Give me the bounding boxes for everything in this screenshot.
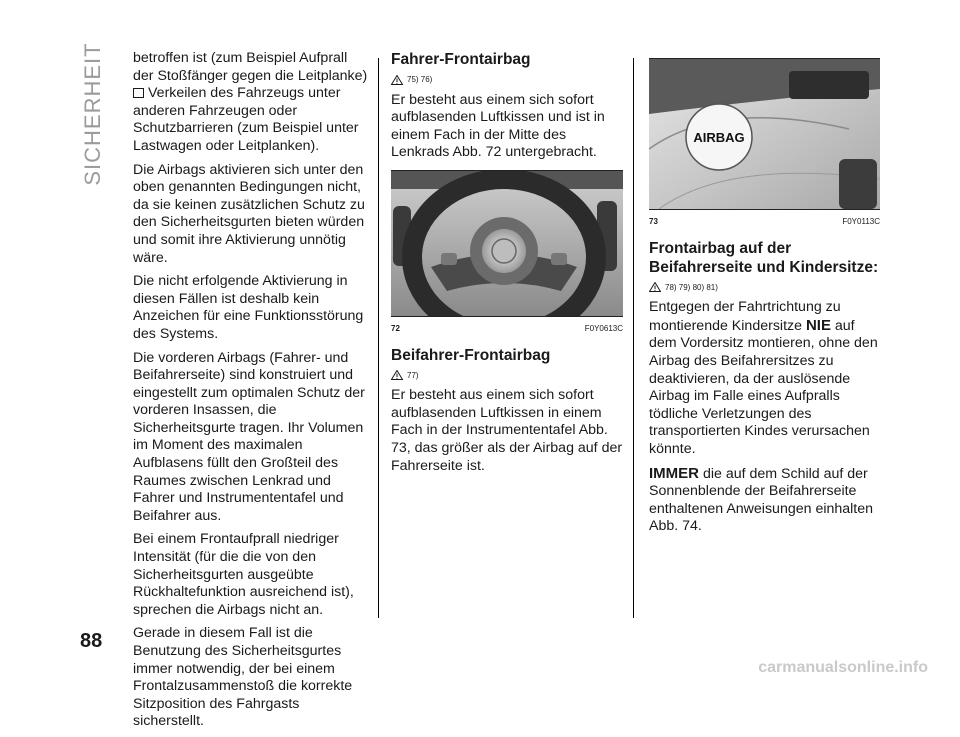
500-logo: 500 (792, 158, 816, 174)
airbag-label: AIRBAG (693, 130, 745, 145)
warning-refs: 78) 79) 80) 81) (649, 279, 880, 297)
paragraph: Er besteht aus einem sich sofort aufblasenden Luftkissen in einem Fach in der Instrumententafel Abb. 73, das größer als der Airbag auf der Fahrerseite ist. (391, 387, 623, 474)
warning-refs: 77) (391, 367, 623, 385)
steering-wheel-illustration (391, 171, 623, 316)
section-heading: Beifahrer-Frontairbag (391, 346, 551, 364)
figure-steering-wheel (391, 170, 623, 317)
paragraph: Die nicht erfolgende Aktivierung in diesen Fällen ist deshalb kein Anzeichen für eine Funktionsstörung des Systems. (133, 273, 364, 342)
column-divider (633, 58, 634, 618)
figure-caption: 73 F0Y0113C (649, 217, 880, 226)
column-3 (649, 58, 880, 542)
paragraph: Gerade in diesem Fall ist die Benutzung des Sicherheitsgurtes immer notwendig, der bei einem Frontalzusammenstoß die korrekte Sitzposition des Fahrgasts sicherstellt. (133, 625, 353, 730)
warning-icon (649, 282, 661, 292)
watermark: carmanualsonline.info (758, 659, 928, 676)
figure-caption: 72 F0Y0613C (391, 323, 623, 333)
warning-icon (391, 75, 403, 85)
paragraph: IMMER die auf dem Schild auf der Sonnenblende der Beifahrerseite enthaltenen Anweisungen einhalten Abb. 74. (649, 464, 874, 535)
column-2 (391, 50, 623, 481)
paragraph: Entgegen der Fahrtrichtung zu montierende Kindersitze NIE auf dem Vordersitz montieren, ohne den Airbag des Beifahrersitzes zu deaktivieren, da der auslösende Airbag im Falle eines Aufpralls tödliche Verletzungen des transportierten Kindes verursachen könnte. (649, 299, 878, 457)
figure-passenger-airbag (649, 58, 880, 210)
section-heading: Frontairbag auf der Beifahrerseite und Kindersitze: (649, 239, 879, 276)
paragraph: betroffen ist (zum Beispiel Aufprall der Stoßfänger gegen die Leitplanke) (133, 50, 368, 84)
warning-refs: 75) 76) (391, 71, 623, 89)
checkbox-bullet-icon (133, 88, 144, 98)
dashboard-airbag-illustration (649, 59, 880, 209)
bullet-item: Verkeilen des Fahrzeugs unter anderen Fahrzeugen oder Schutzbarrieren (zum Beispiel unter Lastwagen oder Leitplanken). (133, 85, 359, 154)
column-1 (133, 50, 369, 737)
page-number: 88 (80, 630, 103, 652)
column-divider (378, 58, 379, 618)
section-tab: SICHERHEIT (80, 42, 105, 186)
paragraph: Die vorderen Airbags (Fahrer- und Beifahrerseite) sind konstruiert und eingestellt zum optimalen Schutz der vorderen Insassen, die Sicherheitsgurte tragen. Ihr Volumen im Moment des maximalen Aufblasens füllt den Großteil des Raumes zwischen Lenkrad und Fahrer und Instrumententafel und Beifahrer aus. (133, 349, 365, 524)
paragraph: Die Airbags aktivieren sich unter den oben genannten Bedingungen nicht, da sie keinen zusätzlichen Schutz zu den Sicherheitsgurten bieten würden und somit ihre Aktivierung unnötig wäre. (133, 161, 365, 266)
warning-icon (391, 370, 403, 380)
paragraph: Er besteht aus einem sich sofort aufblasenden Luftkissen und ist in einem Fach in der Mitte des Lenkrads Abb. 72 untergebracht. (391, 91, 605, 161)
section-heading: Fahrer-Frontairbag (391, 51, 531, 68)
paragraph: Bei einem Frontaufprall niedriger Intensität (für die die von den Sicherheitsgurten ausgeübte Rückhaltefunktion ausreichend ist), sprechen die Airbags nicht an. (133, 531, 354, 618)
